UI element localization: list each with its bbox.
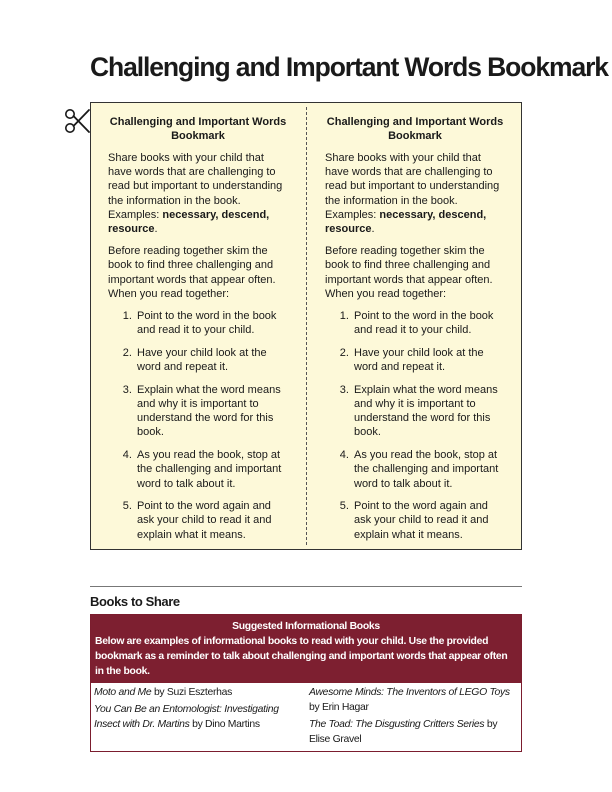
bookmark-panel-left xyxy=(108,115,288,550)
bookmark-step: 2. Have your child look at the word and repeat it. xyxy=(352,346,505,374)
bookmark-steps xyxy=(108,309,288,542)
bookmark-step: 4. As you read the book, stop at the challenging and important word to talk about it. xyxy=(352,448,505,491)
book-author: by Dino Martins xyxy=(189,719,260,730)
book-item xyxy=(309,717,518,747)
bookmark-step: 3. Explain what the word means and why it is important to understand the word for this book. xyxy=(135,383,288,440)
bookmark-steps xyxy=(325,309,505,542)
books-column-right xyxy=(306,683,521,751)
cut-line xyxy=(306,107,307,545)
bookmark-step: 1. Point to the word in the book and read it to your child. xyxy=(135,309,288,337)
bookmark-title: Challenging and Important Words Bookmark xyxy=(326,116,504,142)
bookmark-panel-right xyxy=(325,115,505,550)
page-title: Challenging and Important Words Bookmark xyxy=(90,52,608,82)
book-title: The Toad: The Disgusting Critters Series xyxy=(309,719,485,730)
book-author: by Erin Hagar xyxy=(309,702,369,713)
book-title: You Can Be an Entomologist: Investigating Insect with Dr. Martins xyxy=(94,704,279,730)
bookmark-title: Challenging and Important Words Bookmark xyxy=(109,116,287,142)
books-column-left xyxy=(91,683,306,751)
bookmark-step: 5. Point to the word again and ask your child to read it and explain what it means. xyxy=(352,499,505,542)
bookmark-examples: necessary, descend, resource xyxy=(325,208,487,236)
bookmark-intro: Share books with your child that have words that are challenging to read but important to understanding the information in the book. Examples: necessary, descend, resource. xyxy=(325,152,500,236)
bookmark-intro: Share books with your child that have words that are challenging to read but important to understanding the information in the book. Examples: necessary, descend, resource. xyxy=(108,152,283,236)
table-title: Suggested Informational Books xyxy=(232,621,380,632)
books-grid xyxy=(91,683,521,751)
bookmark-step: 1. Point to the word in the book and read it to your child. xyxy=(352,309,505,337)
bookmark-box xyxy=(90,102,522,550)
book-author: by Elise Gravel xyxy=(309,719,498,745)
books-table xyxy=(90,614,522,752)
scissors-icon xyxy=(62,106,92,140)
bookmark-step: 5. Point to the word again and ask your child to read it and explain what it means. xyxy=(135,499,288,542)
bookmark-examples: necessary, descend, resource xyxy=(108,208,270,236)
book-item xyxy=(309,685,518,715)
bookmark-skim-text: Before reading together skim the book to find three challenging and important words that appear often. When you read together: xyxy=(325,245,493,300)
book-title: Moto and Me xyxy=(94,687,152,698)
section-divider xyxy=(90,586,522,587)
book-item xyxy=(94,685,303,700)
bookmark-step: 2. Have your child look at the word and repeat it. xyxy=(135,346,288,374)
book-item xyxy=(94,702,303,732)
table-header xyxy=(91,615,521,683)
book-title: Awesome Minds: The Inventors of LEGO Toys xyxy=(309,687,510,698)
bookmark-step: 3. Explain what the word means and why it is important to understand the word for this book. xyxy=(352,383,505,440)
bookmark-skim-text: Before reading together skim the book to find three challenging and important words that appear often. When you read together: xyxy=(108,245,276,300)
book-author: by Suzi Eszterhas xyxy=(151,687,233,698)
section-heading: Books to Share xyxy=(90,594,180,609)
table-description: Below are examples of informational books to read with your child. Use the provided bookmark as a reminder to talk about challenging and important words that appear often in the book. xyxy=(95,636,508,677)
bookmark-step: 4. As you read the book, stop at the challenging and important word to talk about it. xyxy=(135,448,288,491)
